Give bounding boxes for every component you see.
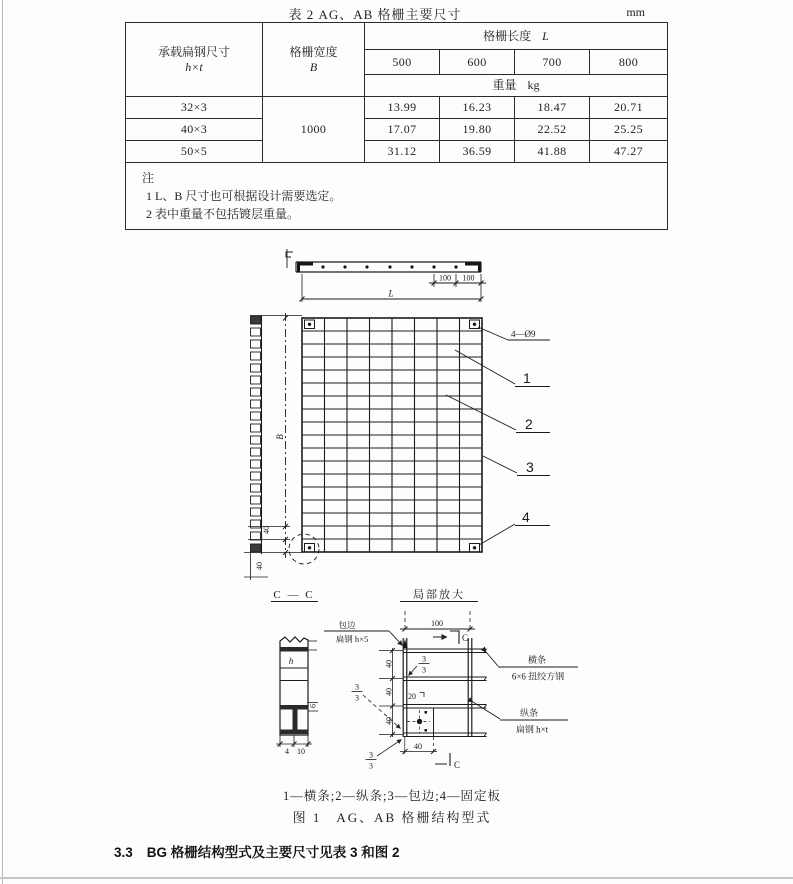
dim-100-right: 100 <box>462 273 475 283</box>
weight-cell: 31.12 <box>365 141 440 163</box>
weight-cell: 36.59 <box>440 141 515 163</box>
side-strip-teeth <box>251 316 261 552</box>
cross-bar-label-2: 6×6 扭绞方钢 <box>511 671 565 682</box>
enlarge-dim-100: 100 <box>431 619 443 628</box>
page-bottom-border <box>0 877 793 879</box>
plan-view <box>244 313 550 580</box>
figure-caption: 图 1 AG、AB 格栅结构型式 <box>292 810 492 825</box>
enlarge-dim-40-bottom: 40 <box>414 742 422 751</box>
weld-3-mid-b: 3 <box>355 693 359 703</box>
weld-3-mid-a: 3 <box>355 682 359 692</box>
part-label-1: 1 <box>523 370 531 386</box>
weight-cell: 47.27 <box>590 141 668 163</box>
note-item: 1 L、B 尺寸也可根据设计需要选定。 <box>146 189 342 203</box>
enlargement-view <box>324 602 578 767</box>
col-header-width-sub: B <box>309 59 318 74</box>
section-cc-title: C — C <box>273 589 315 601</box>
section-text: BG 格栅结构型式及主要尺寸见表 3 和图 2 <box>146 845 400 860</box>
note-item: 2 表中重量不包括镀层重量。 <box>146 207 300 221</box>
table-row <box>126 141 668 163</box>
weight-cell: 17.07 <box>365 119 440 141</box>
c-marker-bottom: C <box>454 760 461 770</box>
dim-L: L <box>388 288 394 299</box>
dim-40-plan-b: 40 <box>255 562 264 570</box>
weight-header-text: 重量 <box>492 78 517 92</box>
col-header-length-var: L <box>542 28 549 43</box>
top-elevation-view <box>286 249 486 302</box>
long-bar-label-2: 扁钢 h×t <box>515 724 549 735</box>
cross-bar-label-1: 横条 <box>527 655 547 665</box>
table-notes <box>126 163 668 230</box>
enlargement-title: 局部放大 <box>413 589 465 601</box>
edge-label-2: 扁钢 h×5 <box>335 634 369 644</box>
row-size: 32×3 <box>126 97 263 119</box>
weight-cell: 20.71 <box>590 97 668 119</box>
grating-width-value: 1000 <box>263 97 365 163</box>
row-size: 40×3 <box>126 119 263 141</box>
col-header-size <box>126 23 263 97</box>
weld-3-top-a: 3 <box>422 654 426 664</box>
weight-cell: 16.23 <box>440 97 515 119</box>
hole-callout: 4—Ø9 <box>511 329 536 339</box>
cc-dim-10: 10 <box>297 747 305 756</box>
table-row <box>126 119 668 141</box>
enlarge-dim-40-1: 40 <box>384 660 394 668</box>
length-800: 800 <box>590 50 668 75</box>
section-cc-view <box>271 602 318 748</box>
cc-dim-6: 6 <box>308 704 318 708</box>
table-row <box>126 97 668 119</box>
long-bar-label-1: 纵条 <box>519 708 539 718</box>
col-header-size-sub: h×t <box>185 59 203 74</box>
col-header-width-text: 格栅宽度 <box>289 44 338 59</box>
weld-3-bot-b: 3 <box>369 761 373 771</box>
col-header-size-text: 承载扁钢尺寸 <box>157 44 230 59</box>
dim-B: B <box>275 434 285 440</box>
weight-cell: 25.25 <box>590 119 668 141</box>
edge-label-1: 包边 <box>338 620 356 630</box>
table-unit-label: mm <box>626 5 645 19</box>
length-600: 600 <box>440 50 515 75</box>
section-3-3-heading <box>114 841 400 861</box>
enlarge-dim-20: 20 <box>408 692 416 701</box>
weight-cell: 19.80 <box>440 119 515 141</box>
length-500: 500 <box>365 50 440 75</box>
weld-3-bot-a: 3 <box>369 750 373 760</box>
col-header-length-text: 格栅长度 <box>483 28 532 43</box>
weight-header <box>365 75 668 97</box>
length-700: 700 <box>515 50 590 75</box>
col-header-width <box>263 23 365 97</box>
figure-1-drawing <box>0 245 793 790</box>
weight-cell: 18.47 <box>515 97 590 119</box>
dim-100-left: 100 <box>439 273 451 283</box>
cc-dim-h: h <box>288 656 294 666</box>
weld-3-top-b: 3 <box>422 665 426 675</box>
weight-cell: 41.88 <box>515 141 590 163</box>
row-size: 50×5 <box>126 141 263 163</box>
weight-cell: 13.99 <box>365 97 440 119</box>
part-label-3: 3 <box>526 459 534 475</box>
table-title: 表 2 AG、AB 格栅主要尺寸 <box>288 7 462 22</box>
c-marker-top: C <box>462 633 469 643</box>
figure-legend: 1—横条;2—纵条;3—包边;4—固定板 <box>283 789 501 803</box>
enlarge-dim-40-3: 40 <box>384 717 394 725</box>
notes-label: 注 <box>142 171 155 185</box>
part-label-4: 4 <box>522 509 530 525</box>
enlarge-dim-40-2: 40 <box>384 688 394 696</box>
part-label-2: 2 <box>525 416 533 432</box>
rivet-dots <box>321 265 457 268</box>
dim-40-plan-a: 40 <box>262 526 271 534</box>
section-number: 3.3 <box>114 845 133 860</box>
weight-header-unit: kg <box>527 78 540 92</box>
weight-cell: 22.52 <box>515 119 590 141</box>
col-header-length <box>365 23 668 50</box>
spec-table-wrap <box>125 22 668 230</box>
spec-table <box>125 22 668 230</box>
cc-dim-4: 4 <box>285 747 289 756</box>
